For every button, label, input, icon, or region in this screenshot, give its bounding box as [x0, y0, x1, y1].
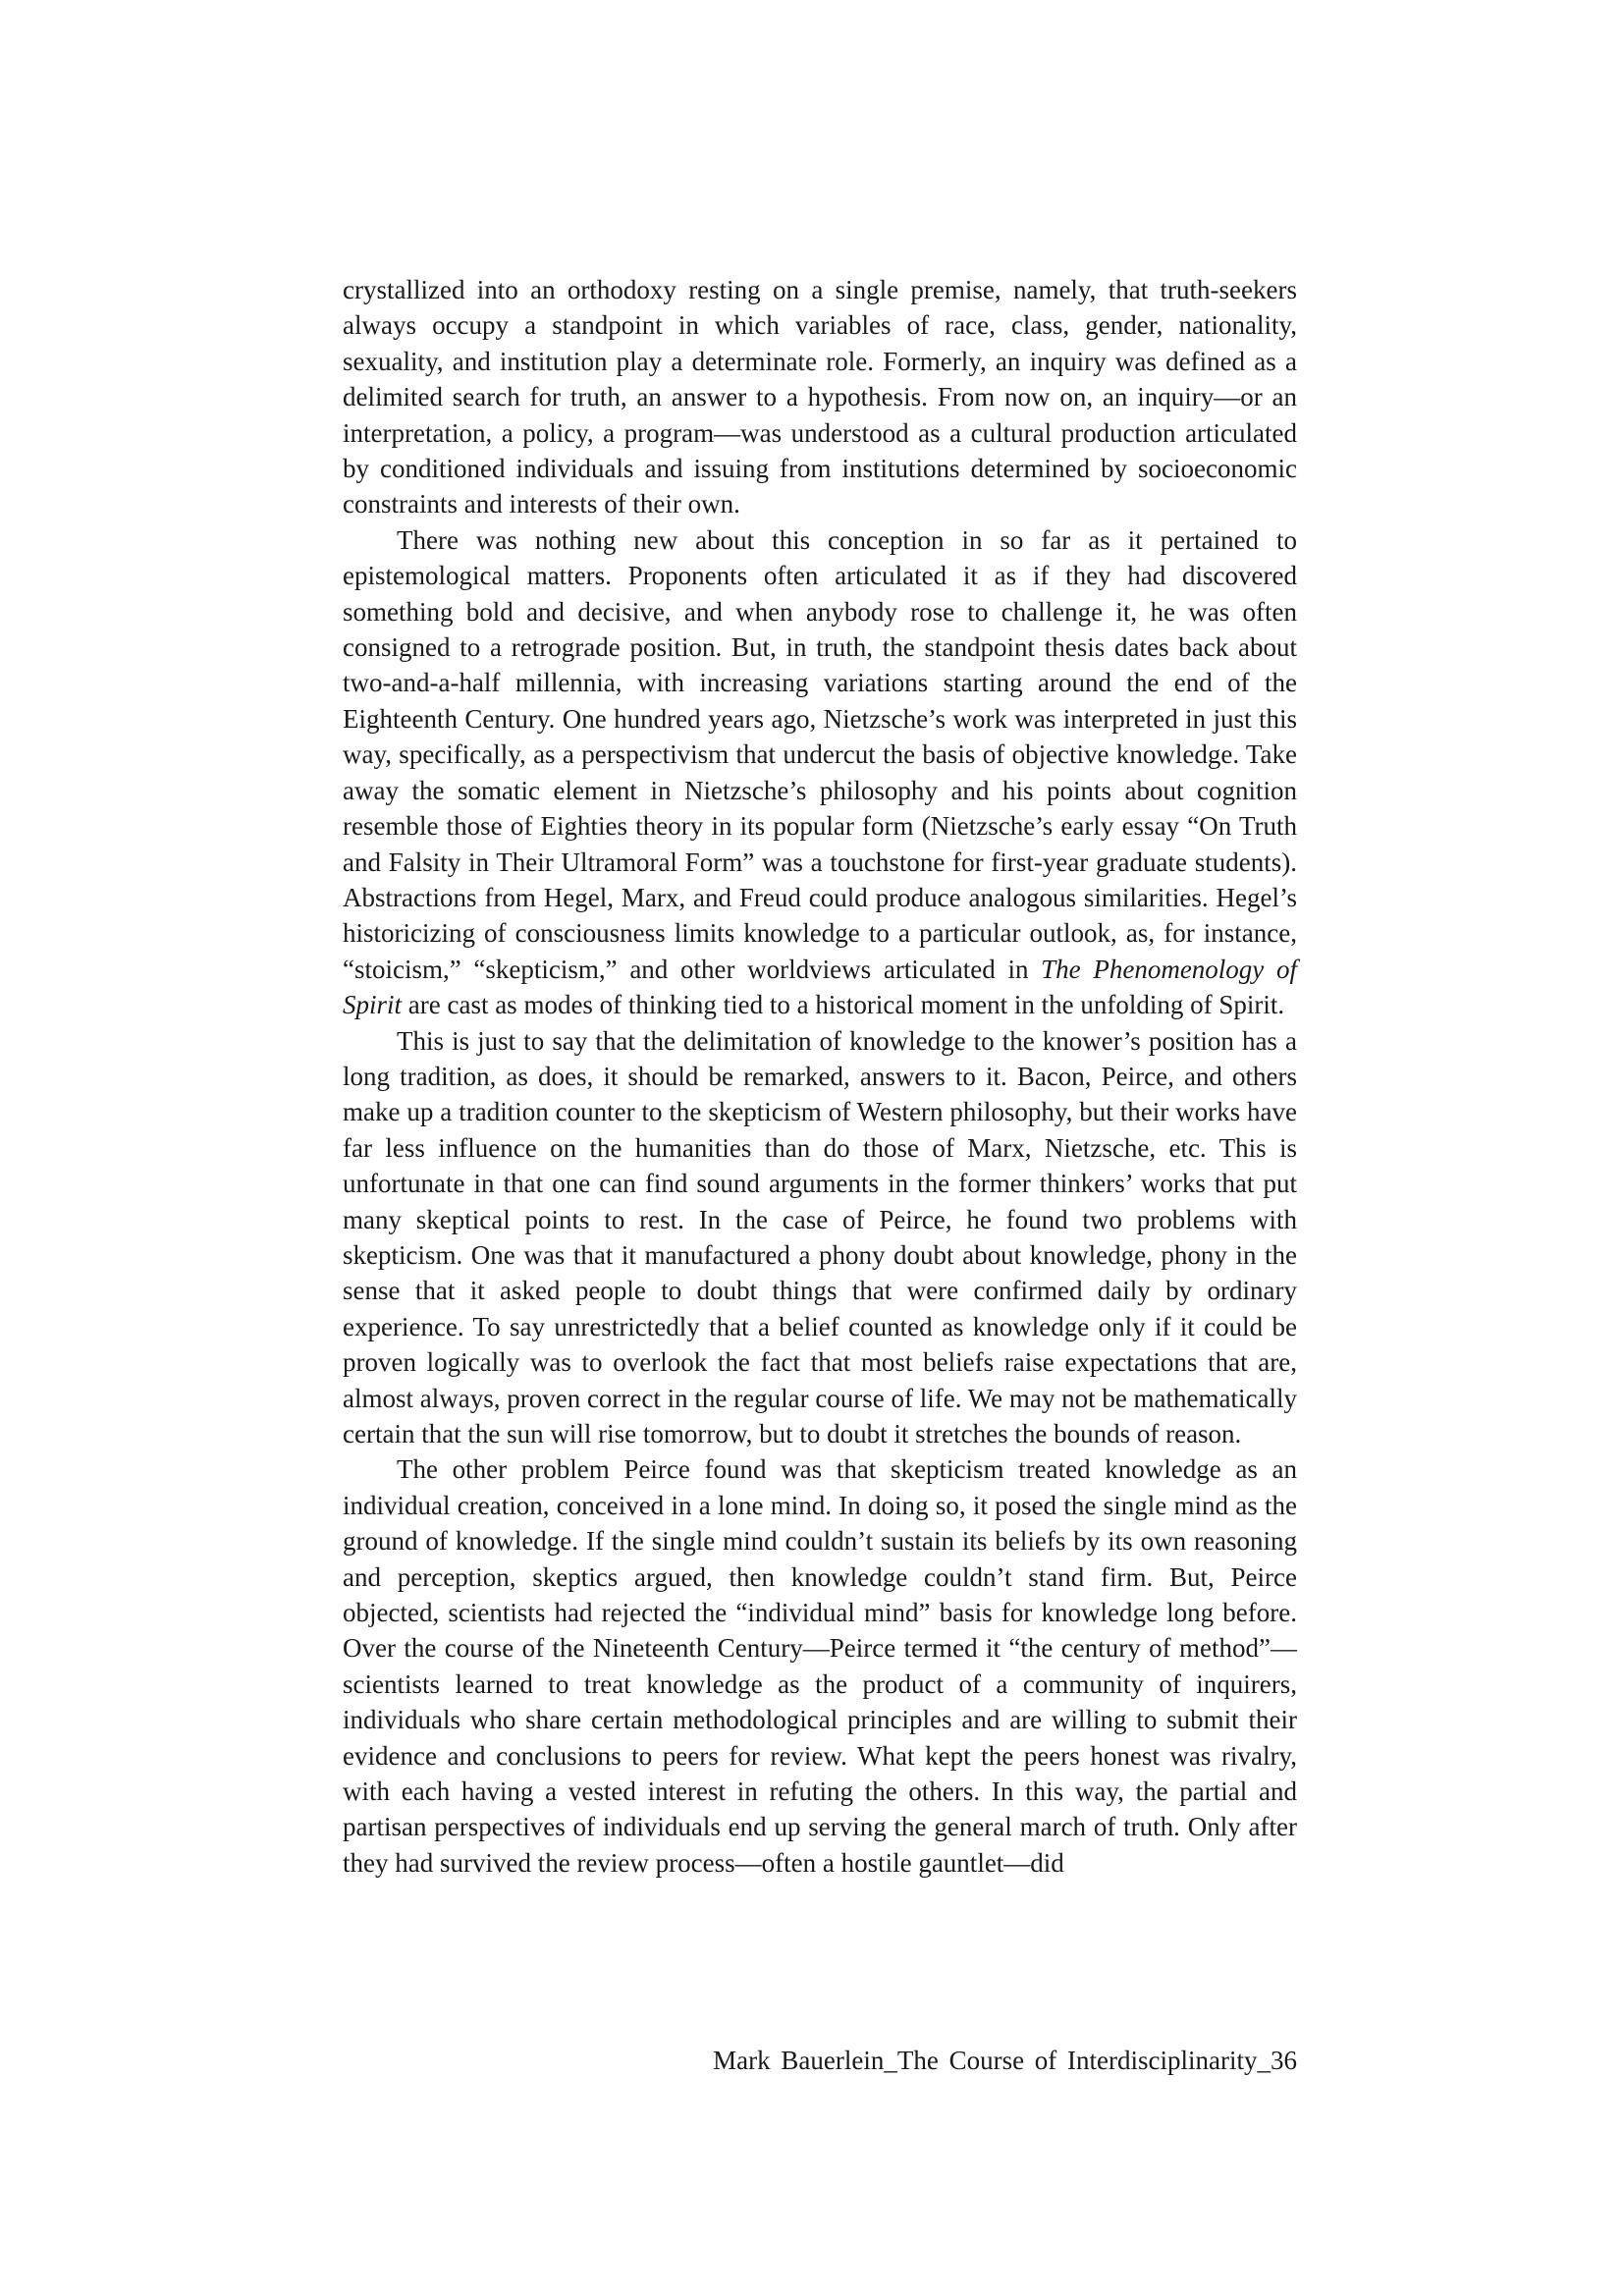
body-text	[343, 272, 1297, 1881]
page-footer: Mark Bauerlein_The Course of Interdisciplinarity_36	[713, 2046, 1297, 2075]
paragraph-2	[343, 522, 1297, 1023]
paragraph-4: The other problem Peirce found was that skepticism treated knowledge as an individual creation, conceived in a lone mind. In doing so, it posed the single mind as the ground of knowledge. If the single mind couldn’t sustain its beliefs by its own reasoning and perception, skeptics argued, then knowledge couldn’t stand firm. But, Peirce objected, scientists had rejected the “individual mind” basis for knowledge long before. Over the course of the Nineteenth Century—Peirce termed it “the century of method”—scientists learned to treat knowledge as the product of a community of inquirers, individuals who share certain methodological principles and are willing to submit their evidence and conclusions to peers for review. What kept the peers honest was rivalry, with each having a vested interest in refuting the others. In this way, the partial and partisan perspectives of individuals end up serving the general march of truth. Only after they had survived the review process—often a hostile gauntlet—did	[343, 1454, 1297, 1878]
paragraph-1: crystallized into an orthodoxy resting on a single premise, namely, that truth-seekers always occupy a standpoint in which variables of race, class, gender, nationality, sexuality, and institution play a determinate role. Formerly, an inquiry was defined as a delimited search for truth, an answer to a hypothesis. From now on, an inquiry—or an interpretation, a policy, a program—was understood as a cultural production articulated by conditioned individuals and issuing from institutions determined by socioeconomic constraints and interests of their own.	[343, 275, 1297, 519]
paragraph-3: This is just to say that the delimitation of knowledge to the knower’s position has a long tradition, as does, it should be remarked, answers to it. Bacon, Peirce, and others make up a tradition counter to the skepticism of Western philosophy, but their works have far less influence on the humanities than do those of Marx, Nietzsche, etc. This is unfortunate in that one can find sound arguments in the former thinkers’ works that put many skeptical points to rest. In the case of Peirce, he found two problems with skepticism. One was that it manufactured a phony doubt about knowledge, phony in the sense that it asked people to doubt things that were confirmed daily by ordinary experience. To say unrestrictedly that a belief counted as knowledge only if it could be proven logically was to overlook the fact that most beliefs raise expectations that are, almost always, proven correct in the regular course of life. We may not be mathematically certain that the sun will rise tomorrow, but to doubt it stretches the bounds of reason.	[343, 1025, 1297, 1449]
book-title-italic: The Phenomenology of Spirit	[343, 954, 1297, 1020]
paragraph-2-text-b: are cast as modes of thinking tied to a historical moment in the unfolding of Spirit.	[402, 990, 1285, 1020]
paragraph-2-text-a: There was nothing new about this conception in so far as it pertained to epistemological matters. Proponents often articulated it as if they had discovered something bold and decisive, and when anybody rose to challenge it, he was often consigned to a retrograde position. But, in truth, the standpoint thesis dates back about two-and-a-half millennia, with increasing variations starting around the end of the Eighteenth Century. One hundred years ago, Nietzsche’s work was interpreted in just this way, specifically, as a perspectivism that undercut the basis of objective knowledge. Take away the somatic element in Nietzsche’s philosophy and his points about cognition resemble those of Eighties theory in its popular form (Nietzsche’s early essay “On Truth and Falsity in Their Ultramoral Form” was a touchstone for first-year graduate students). Abstractions from Hegel, Marx, and Freud could produce analogous similarities. Hegel’s historicizing of consciousness limits knowledge to a particular outlook, as, for instance, “stoicism,” “skepticism,” and other worldviews articulated in	[343, 524, 1297, 984]
